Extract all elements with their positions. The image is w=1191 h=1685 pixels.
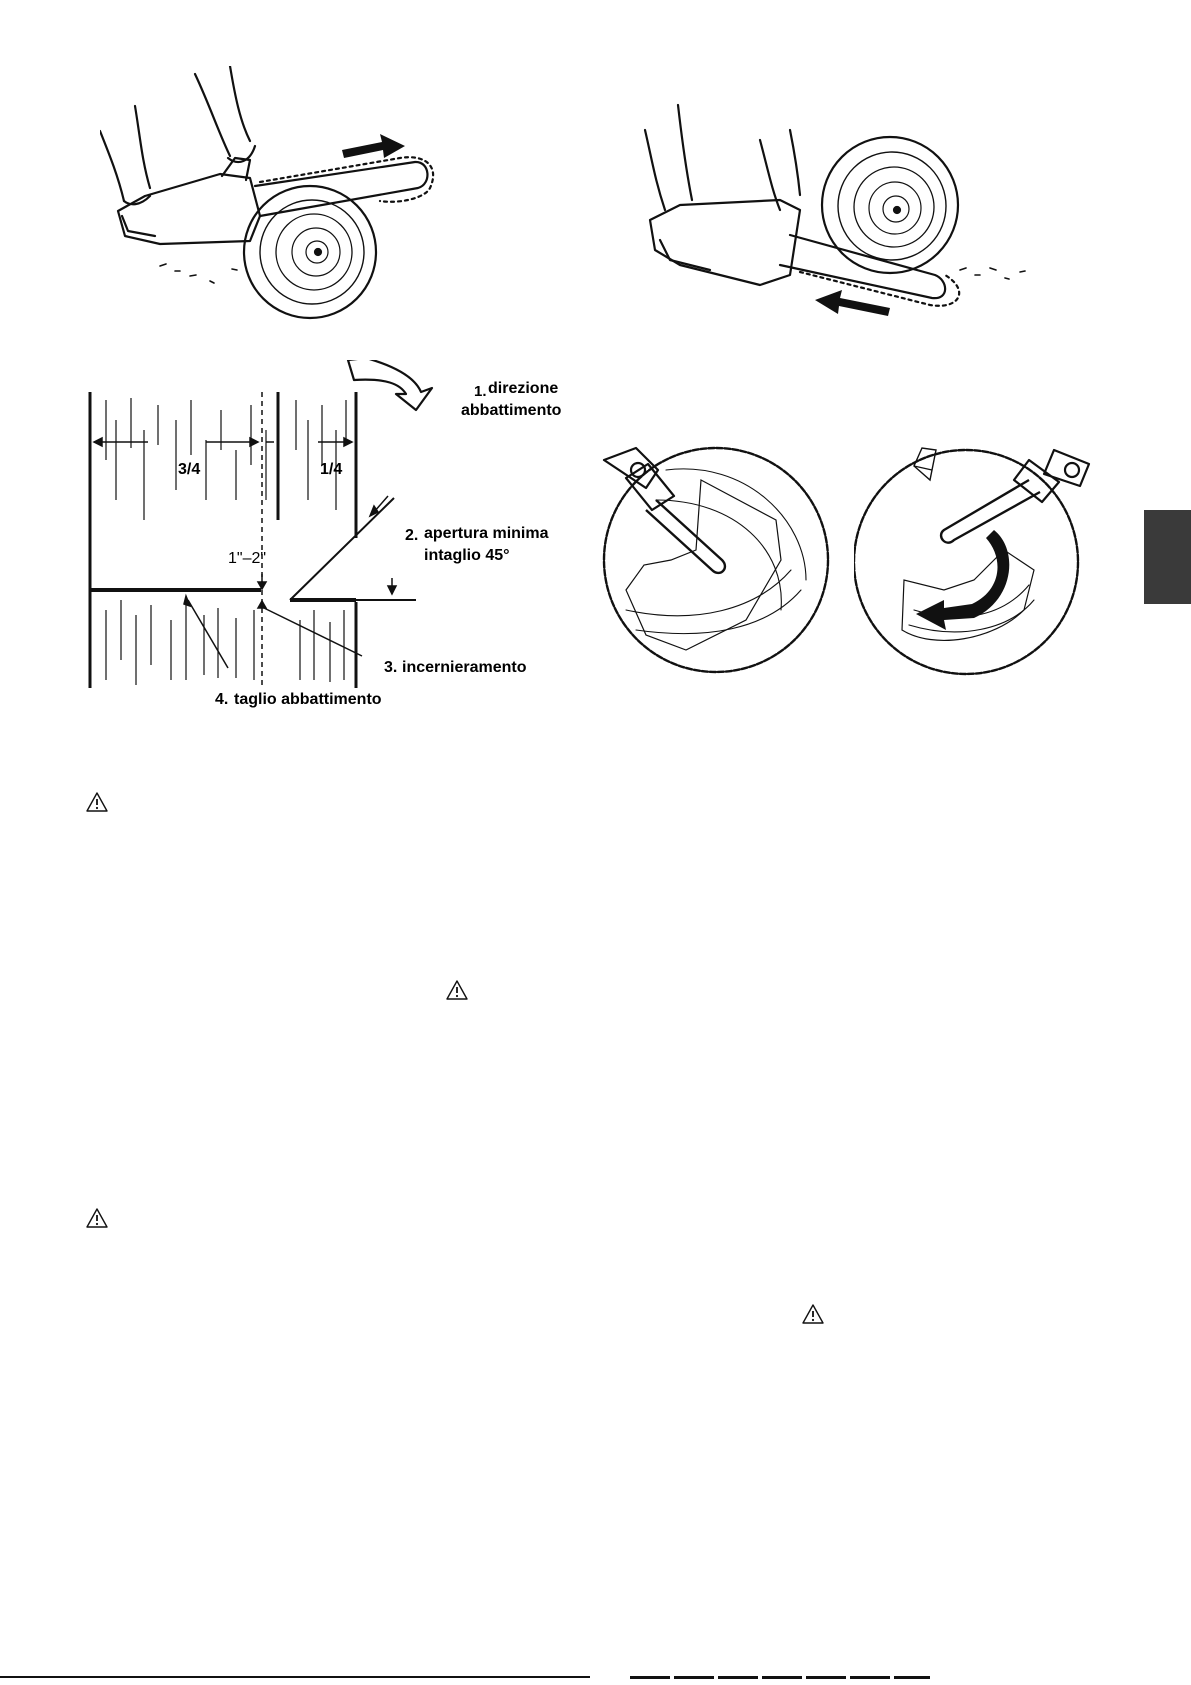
- label-felling-cut-number: 4.: [215, 691, 229, 708]
- label-three-quarters: 3/4: [178, 461, 201, 478]
- label-direction-number: 1.: [474, 383, 487, 400]
- label-notch-number: 2.: [405, 527, 419, 544]
- label-hinge-number: 3.: [384, 659, 398, 676]
- label-hinge-dimension: 1"–2": [228, 550, 267, 567]
- label-notch-line1: apertura minima: [424, 525, 549, 542]
- label-felling-cut: taglio abbattimento: [234, 691, 382, 708]
- warning-triangle-icon: [86, 792, 108, 812]
- chainsaw-icon: [941, 450, 1089, 543]
- bottom-rule-right: [630, 1676, 930, 1679]
- arrow-left-icon: [815, 290, 890, 316]
- label-direction-line1: direzione: [488, 380, 559, 397]
- bottom-rule-left: [0, 1676, 590, 1678]
- label-notch-line2: intaglio 45°: [424, 547, 510, 564]
- arrow-right-icon: [342, 134, 405, 158]
- label-direction-line2: abbattimento: [461, 402, 562, 419]
- warning-triangle-icon: [86, 1208, 108, 1228]
- illustration-log-section-right: [854, 440, 1114, 680]
- illustration-saw-cut-top: [100, 66, 460, 356]
- warning-triangle-icon: [446, 980, 468, 1000]
- curved-arrow-icon: [348, 360, 432, 410]
- illustration-saw-cut-bottom: [640, 100, 1080, 350]
- warning-triangle-icon: [802, 1304, 824, 1324]
- curved-arrow-icon: [916, 530, 1009, 630]
- label-one-quarter: 1/4: [320, 461, 343, 478]
- section-tab-marker: [1144, 510, 1191, 604]
- illustration-log-section-left: [596, 440, 836, 680]
- label-hinge: incernieramento: [402, 659, 527, 676]
- chainsaw-icon: [604, 448, 725, 573]
